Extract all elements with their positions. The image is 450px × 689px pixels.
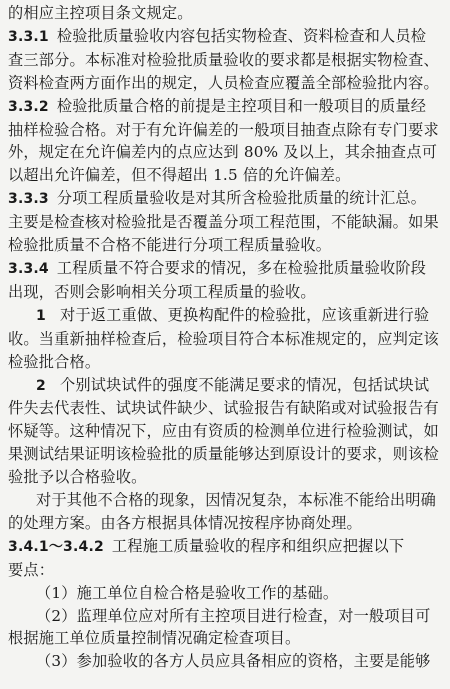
text-line: 验批予以合格验收。 <box>8 468 147 487</box>
section-number: 3.3.3 <box>8 191 49 208</box>
text-line: 检验批质量合格的前提是主控项目和一般项目的质量经 <box>56 96 427 115</box>
point-label: （1） <box>36 583 77 602</box>
point-1-line <box>8 582 440 605</box>
item-1-line <box>8 304 440 328</box>
point-label: （3） <box>36 652 77 671</box>
section-3-3-1-line <box>8 25 440 49</box>
text-line: 查三部分。本标准对检验批质量验收的要求都是根据实物检查、 <box>8 50 439 69</box>
item-number: 1 <box>36 307 46 324</box>
point-2-line <box>8 605 440 628</box>
text-line: 工程施工质量验收的程序和组织应把握以下 <box>111 536 405 555</box>
text-line: 个别试块试件的强度不能满足要求的情况，包括试块试 <box>59 375 430 394</box>
text-line: 怀疑等。这种情况下，应由有资质的检测单位进行检验测试，如 <box>8 422 439 441</box>
point-label: （2） <box>36 606 77 625</box>
text-line: 检验批质量不合格不能进行分项工程质量验收。 <box>8 236 332 255</box>
text-line: 资料检查两方面作出的规定，人员检查应覆盖全部检验批内容。 <box>8 73 439 92</box>
point-3-line <box>8 650 440 673</box>
text-line: 检验批合格。 <box>8 352 101 371</box>
text-line: 件失去代表性、试块试件缺少、试验报告有缺陷或对试验报告有 <box>8 399 439 418</box>
section-number: 3.4.1～3.4.2 <box>8 538 104 555</box>
section-number: 3.3.4 <box>8 260 49 277</box>
text-line: 工程质量不符合要求的情况，多在检验批质量验收阶段 <box>56 258 427 277</box>
section-3-4-1-line <box>8 535 440 559</box>
text-line: 出现，否则会影响相关分项工程质量的验收。 <box>8 282 316 301</box>
text-line: 要点： <box>8 560 55 579</box>
item-number: 2 <box>36 377 46 394</box>
text-line: 施工单位自检合格是验收工作的基础。 <box>76 583 339 602</box>
text-line: 监理单位应对所有主控项目进行检查，对一般项目可 <box>76 606 431 625</box>
text-line: 对于其他不合格的现象，因情况复杂，本标准不能给出明确 <box>36 491 437 510</box>
text-line: 主要是检查核对检验批是否覆盖分项工程范围，不能缺漏。如果 <box>8 213 439 232</box>
text-line: 分项工程质量验收是对其所含检验批质量的统计汇总。 <box>56 189 427 208</box>
text-line: 对于返工重做、更换构配件的检验批，应该重新进行验 <box>59 305 430 324</box>
section-number: 3.3.2 <box>8 98 49 115</box>
section-number: 3.3.1 <box>8 28 49 45</box>
text-line: 以超出允许偏差，但不得超出 1.5 倍的允许偏差。 <box>8 166 351 185</box>
text-line: 检验批质量验收内容包括实物检查、资料检查和人员检 <box>56 26 427 45</box>
text-line: 抽样检验合格。对于有允许偏差的一般项目抽查点除有专门要求 <box>8 120 439 139</box>
text-line: 果测试结果证明该检验批的质量能够达到原设计的要求，则该检 <box>8 445 439 464</box>
section-3-3-2-line <box>8 95 440 119</box>
text-line: 外，规定在允许偏差内的点应达到 80% 及以上，其余抽查点可 <box>8 143 438 162</box>
text-line: 收。当重新抽样检查后，检验项目符合本标准规定的，应判定该 <box>8 329 439 348</box>
section-3-3-4-line <box>8 257 440 281</box>
section-3-3-3-line <box>8 187 440 211</box>
item-2-line <box>8 374 440 398</box>
text-line: 的处理方案。由各方根据具体情况按程序协商处理。 <box>8 513 362 532</box>
text-line: 根据施工单位质量控制情况确定检查项目。 <box>8 629 301 648</box>
text-line: 参加验收的各方人员应具备相应的资格，主要是能够 <box>76 652 431 671</box>
text-line: 的相应主控项目条文规定。 <box>8 4 193 22</box>
